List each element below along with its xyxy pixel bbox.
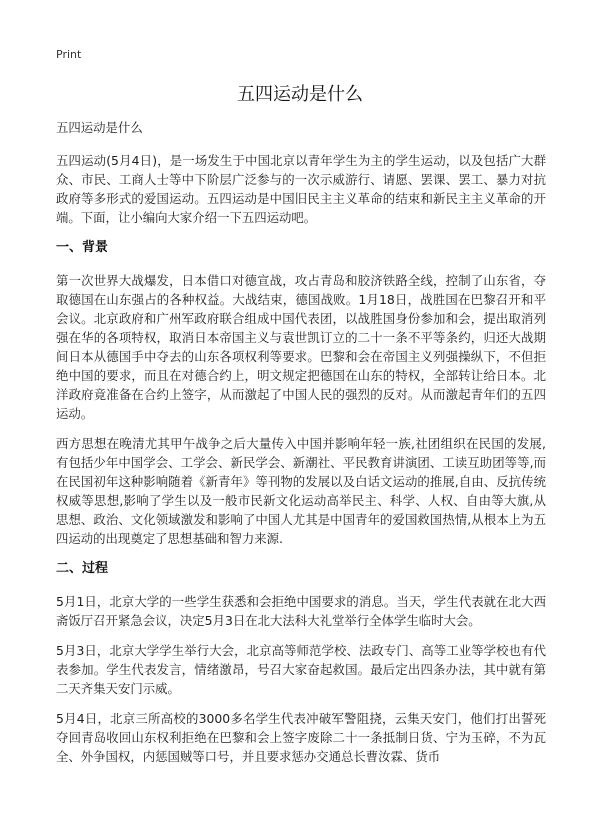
- intro-paragraph: 五四运动(5月4日)，是一场发生于中国北京以青年学生为主的学生运动，以及包括广大群众、市民、工商人士等中下阶层广泛参与的一次示威游行、请愿、罢课、罢工、暴力对抗政府等多形式的爱国运动。五四运动是中国旧民主主义革命的结束和新民主主义革命的开端。下面，让小编向大家介绍一下五四运动吧。: [56, 153, 546, 225]
- print-link[interactable]: Print: [56, 48, 82, 61]
- section-heading-background: 一、背景: [56, 240, 109, 255]
- article-body: [56, 118, 546, 777]
- section-heading-process: 二、过程: [56, 561, 109, 576]
- process-paragraph-3: 5月4日，北京三所高校的3000多名学生代表冲破军警阻挠，云集天安门，他们打出誓死夺回青岛收回山东权利拒绝在巴黎和会上签字废除二十一条抵制日货、宁为玉碎，不为瓦全、外争国权，内惩国贼等口号，并且要求惩办交通总长曹汝霖、货币: [56, 711, 546, 764]
- page-title: 五四运动是什么: [237, 84, 363, 105]
- process-paragraph-1: 5月1日，北京大学的一些学生获悉和会拒绝中国要求的消息。当天，学生代表就在北大西斋饭厅召开紧急会议，决定5月3日在北大法科大礼堂举行全体学生临时大会。: [56, 594, 546, 628]
- article-subtitle: 五四运动是什么: [56, 120, 143, 135]
- background-paragraph-1: 第一次世界大战爆发，日本借口对德宣战，攻占青岛和胶济铁路全线，控制了山东省，夺取德国在山东强占的各种权益。大战结束，德国战败。1月18日，战胜国在巴黎召开和平会议。北京政府和广州军政府联合组成中国代表团，以战胜国身份参加和会，提出取消列强在华的各项特权，取消日本帝国主义与袁世凯订立的二十一条不平等条约，归还大战期间日本从德国手中夺去的山东各项权利等要求。巴黎和会在帝国主义列强操纵下，不但拒绝中国的要求，而且在对德合约上，明文规定把德国在山东的特权，全部转让给日本。北洋政府竟准备在合约上签字，从而激起了中国人民的强烈的反对。从而激起青年们的五四运动。: [56, 273, 546, 421]
- background-paragraph-2: 西方思想在晚清尤其甲午战争之后大量传入中国并影响年轻一族,社团组织在民国的发展,有包括少年中国学会、工学会、新民学会、新潮社、平民教育讲演团、工读互助团等等,而在民国初年这种影响随着《新青年》等刊物的发展以及白话文运动的推展,自由、反抗传统权威等思想,影响了学生以及一般市民新文化运动高举民主、科学、人权、自由等大旗,从思想、政治、文化领域激发和影响了中国人尤其是中国青年的爱国救国热情,从根本上为五四运动的出现奠定了思想基础和智力来源.: [56, 436, 546, 546]
- process-paragraph-2: 5月3日，北京大学学生举行大会，北京高等师范学校、法政专门、高等工业等学校也有代表参加。学生代表发言，情绪激昂，号召大家奋起救国。最后定出四条办法，其中就有第二天齐集天安门示威。: [56, 643, 546, 696]
